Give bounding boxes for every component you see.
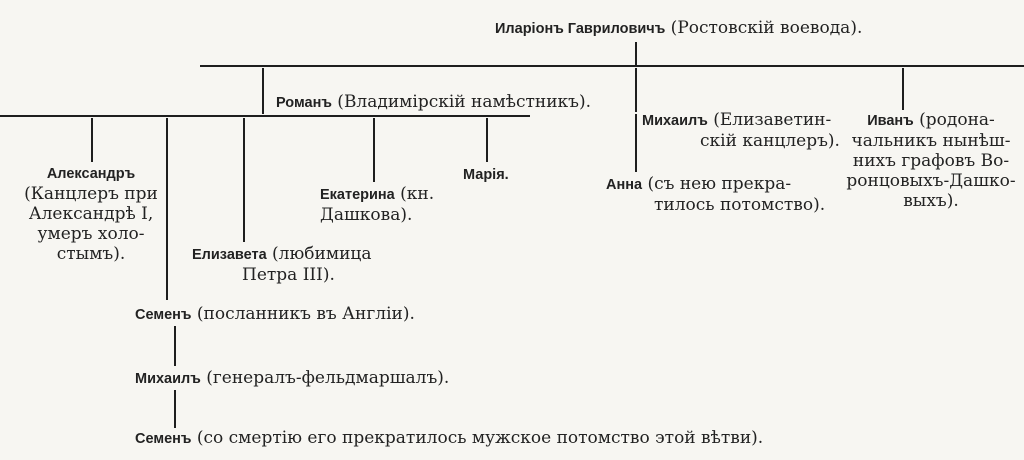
roman-name: Романъ <box>276 95 332 111</box>
node-mikhail-chancellor <box>642 110 840 151</box>
semen2-desc: (со смертію его прекратилось мужское потомство этой вѣтви). <box>191 428 764 448</box>
elizaveta-desc2: Петра III). <box>242 265 335 285</box>
node-ivan <box>838 110 1024 211</box>
root-name: Иларіонъ Гавриловичъ <box>495 21 666 37</box>
alexander-name: Александръ <box>46 166 136 182</box>
roman-desc: (Владимірскій намѣстникъ). <box>331 92 592 112</box>
node-alexander <box>6 164 176 264</box>
ivan-line2: чальникъ нынѣш- <box>851 131 1011 151</box>
maria-name: Марія. <box>463 167 509 183</box>
elizaveta-name: Елизавета <box>192 247 267 263</box>
alexander-line4: стымъ). <box>56 244 126 264</box>
alexander-line2: Александрѣ I, <box>28 204 154 224</box>
mikhail-chancellor-desc2: скій канцлеръ). <box>700 131 840 151</box>
anna-name: Анна <box>606 177 643 193</box>
semen1-name: Семенъ <box>135 307 192 323</box>
ivan-line3: нихъ графовъ Во- <box>852 151 1010 171</box>
alexander-line3: умеръ холо- <box>37 224 145 244</box>
anna-desc: (съ нею прекра- <box>642 174 792 194</box>
node-ekaterina <box>320 184 434 225</box>
ekaterina-name: Екатерина <box>320 187 395 203</box>
elizaveta-desc: (любимица <box>266 244 372 264</box>
ivan-line4: ронцовыхъ-Дашко- <box>846 171 1016 191</box>
ivan-line5: выхъ). <box>903 191 959 211</box>
mikhail-chancellor-name: Михаилъ <box>642 113 708 129</box>
ekaterina-desc2: Дашкова). <box>320 205 413 225</box>
mikhail-fm-desc: (генералъ-фельдмаршалъ). <box>200 368 450 388</box>
ekaterina-desc: (кн. <box>394 184 435 204</box>
anna-desc2: тилось потомство). <box>654 195 826 215</box>
semen2-name: Семенъ <box>135 431 192 447</box>
node-roman <box>276 92 591 113</box>
node-mikhail-fm <box>135 368 449 389</box>
mikhail-fm-name: Михаилъ <box>135 371 201 387</box>
alexander-line1: (Канцлеръ при <box>24 184 158 204</box>
ivan-name: Иванъ <box>867 113 914 129</box>
node-elizaveta <box>192 244 371 285</box>
node-semen2 <box>135 428 763 449</box>
node-maria <box>463 164 509 185</box>
node-root <box>495 18 862 39</box>
root-desc: (Ростовскій воевода). <box>665 18 863 38</box>
node-semen1 <box>135 304 415 325</box>
mikhail-chancellor-desc: (Елизаветин- <box>707 110 832 130</box>
semen1-desc: (посланникъ въ Англіи). <box>191 304 415 324</box>
ivan-desc: (родона- <box>913 110 995 130</box>
node-anna <box>606 174 825 215</box>
